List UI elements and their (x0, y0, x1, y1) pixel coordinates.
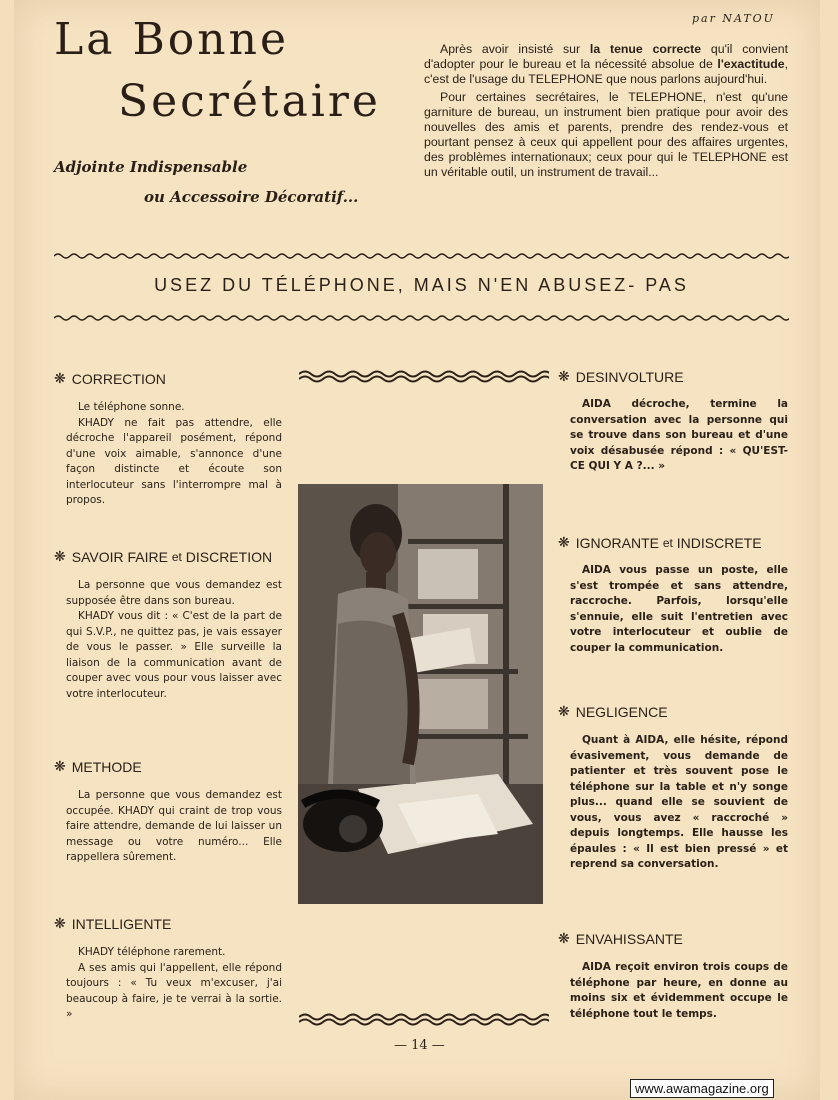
correction-line-1: Le téléphone sonne. (78, 401, 185, 413)
intro-p1-c: qu'il convient d'adopter pour le bureau et la nécessité absolue de (424, 42, 788, 71)
section-intelligente-title: INTELLIGENTE (71, 915, 172, 932)
ignorante-line-1: AIDA vous passe un poste, elle s'est trompée et sans attendre, raccroche. Parfois, lorsqu'elle s'ennuie, elle suit l'entretien avec votre interlocuteur et oublie de couper la communication. (570, 564, 788, 654)
section-savoir-title-a: SAVOIR FAIRE (71, 548, 168, 565)
byline: par NATOU (692, 12, 775, 25)
asterisk-icon: ❋ (54, 370, 66, 386)
section-ignorante-title-a: IGNORANTE (575, 534, 659, 551)
headline: USEZ DU TÉLÉPHONE, MAIS N'EN ABUSEZ- PAS (154, 275, 689, 295)
section-correction-body (66, 400, 282, 509)
wavy-divider-top (54, 251, 789, 261)
section-correction-heading (54, 370, 166, 387)
watermark-link[interactable]: www.awamagazine.org (630, 1079, 774, 1098)
section-intelligente-heading (54, 915, 171, 932)
wavy-ornament-top (299, 369, 549, 383)
subtitle-line-2: ou Accessoire Décoratif... (144, 188, 359, 206)
section-savoir-title-b: et (171, 549, 182, 564)
asterisk-icon: ❋ (558, 534, 570, 550)
title-line-1: La Bonne (54, 14, 289, 65)
magazine-page (14, 0, 820, 1100)
section-intelligente-body (66, 945, 282, 1023)
section-negligence-body (570, 733, 788, 873)
asterisk-icon: ❋ (558, 368, 570, 384)
asterisk-icon: ❋ (54, 758, 66, 774)
asterisk-icon: ❋ (558, 703, 570, 719)
wavy-divider-bottom (54, 313, 789, 323)
section-savoir-heading (54, 548, 272, 565)
section-correction-title: CORRECTION (71, 370, 166, 387)
correction-line-2: KHADY ne fait pas attendre, elle décroche l'appareil posément, répond d'une voix aimable, s'annonce d'une façon distincte et écoute son interlocuteur sans l'interrompre mal à propos. (66, 416, 282, 506)
intro-p1-b: la tenue correcte (589, 42, 702, 56)
section-desinvolture-heading (558, 368, 684, 385)
section-envahissante-body (570, 960, 788, 1022)
section-methode-heading (54, 758, 142, 775)
intro-p1-d: l'exactitude (717, 57, 785, 71)
wavy-ornament-bottom (299, 1012, 549, 1026)
intro-p1-a: Après avoir insisté sur (440, 42, 590, 56)
section-negligence-title: NEGLIGENCE (575, 703, 668, 720)
section-negligence-heading (558, 703, 668, 720)
savoir-line-2: KHADY vous dit : « C'est de la part de qui S.V.P., ne quittez pas, je vais essayer de vous le passer. » Elle surveille la liaison de la communication avant de couper avec vous pour vous laisser avec votre interlocuteur. (66, 610, 282, 700)
section-desinvolture-title: DESINVOLTURE (575, 368, 684, 385)
section-methode-title: METHODE (71, 758, 142, 775)
section-envahissante-title: ENVAHISSANTE (575, 930, 683, 947)
envahissante-line-1: AIDA reçoit environ trois coups de téléphone par heure, en donne au moins six et évidemment occupe le téléphone tout le temps. (570, 961, 788, 1020)
section-savoir-body (66, 578, 282, 702)
methode-line-1: La personne que vous demandez est occupée. KHADY qui craint de trop vous faire attendre, demande de lui laisser un message ou votre numéro... Elle rappellera sûrement. (66, 789, 282, 863)
section-envahissante-heading (558, 930, 683, 947)
section-desinvolture-body (570, 397, 788, 475)
section-ignorante-title-c: INDISCRETE (676, 534, 762, 551)
intelligente-line-2: A ses amis qui l'appellent, elle répond toujours : « Tu veux m'excuser, j'ai beaucoup à faire, je te verrai à la sortie. » (66, 961, 282, 1020)
secretary-photo (298, 484, 543, 904)
asterisk-icon: ❋ (558, 930, 570, 946)
intro-paragraph-2: Pour certaines secrétaires, le TELEPHONE, n'est qu'une garniture de bureau, un instrument bien pratique pour avoir des nouvelles des amis et parents, prendre des rendez-vous et pourtant pensez à ceux qui appellent pour des affaires urgentes, des problèmes internationaux; ceux pour qui le TELEPHONE est un véritable outil, un instrument de travail... (424, 90, 788, 179)
intro-paragraph-1 (424, 42, 788, 87)
desinvolture-line-1: AIDA décroche, termine la conversation avec la personne qui se trouve dans son bureau et d'une voix désabusée répond : « QU'EST-CE QUI Y A ?... » (570, 398, 788, 472)
section-savoir-title-c: DISCRETION (185, 548, 273, 565)
intro-text (424, 42, 788, 180)
section-methode-body (66, 788, 282, 866)
intelligente-line-1: KHADY téléphone rarement. (78, 946, 226, 958)
photo-illustration (298, 484, 543, 904)
section-ignorante-title-b: et (662, 535, 673, 550)
page-number: — 14 — (394, 1038, 445, 1053)
savoir-line-1: La personne que vous demandez est supposée être dans son bureau. (66, 579, 282, 607)
section-ignorante-body (570, 563, 788, 656)
asterisk-icon: ❋ (54, 548, 66, 564)
intro-p1-e: , c'est de l'usage du TELEPHONE que nous parlons aujourd'hui. (424, 57, 788, 86)
asterisk-icon: ❋ (54, 915, 66, 931)
subtitle-line-1: Adjointe Indispensable (54, 158, 248, 176)
title-line-2: Secrétaire (118, 76, 381, 127)
negligence-line-1: Quant à AIDA, elle hésite, répond évasivement, vous demande de patienter et très souvent pose le téléphone sur la table et n'y songe plus... quand elle se souvient de vous, vous avez « raccroché » depuis longtemps. Elle hausse les épaules : « Il est bien pressé » et reprend sa conversation. (570, 734, 788, 870)
section-ignorante-heading (558, 534, 762, 551)
